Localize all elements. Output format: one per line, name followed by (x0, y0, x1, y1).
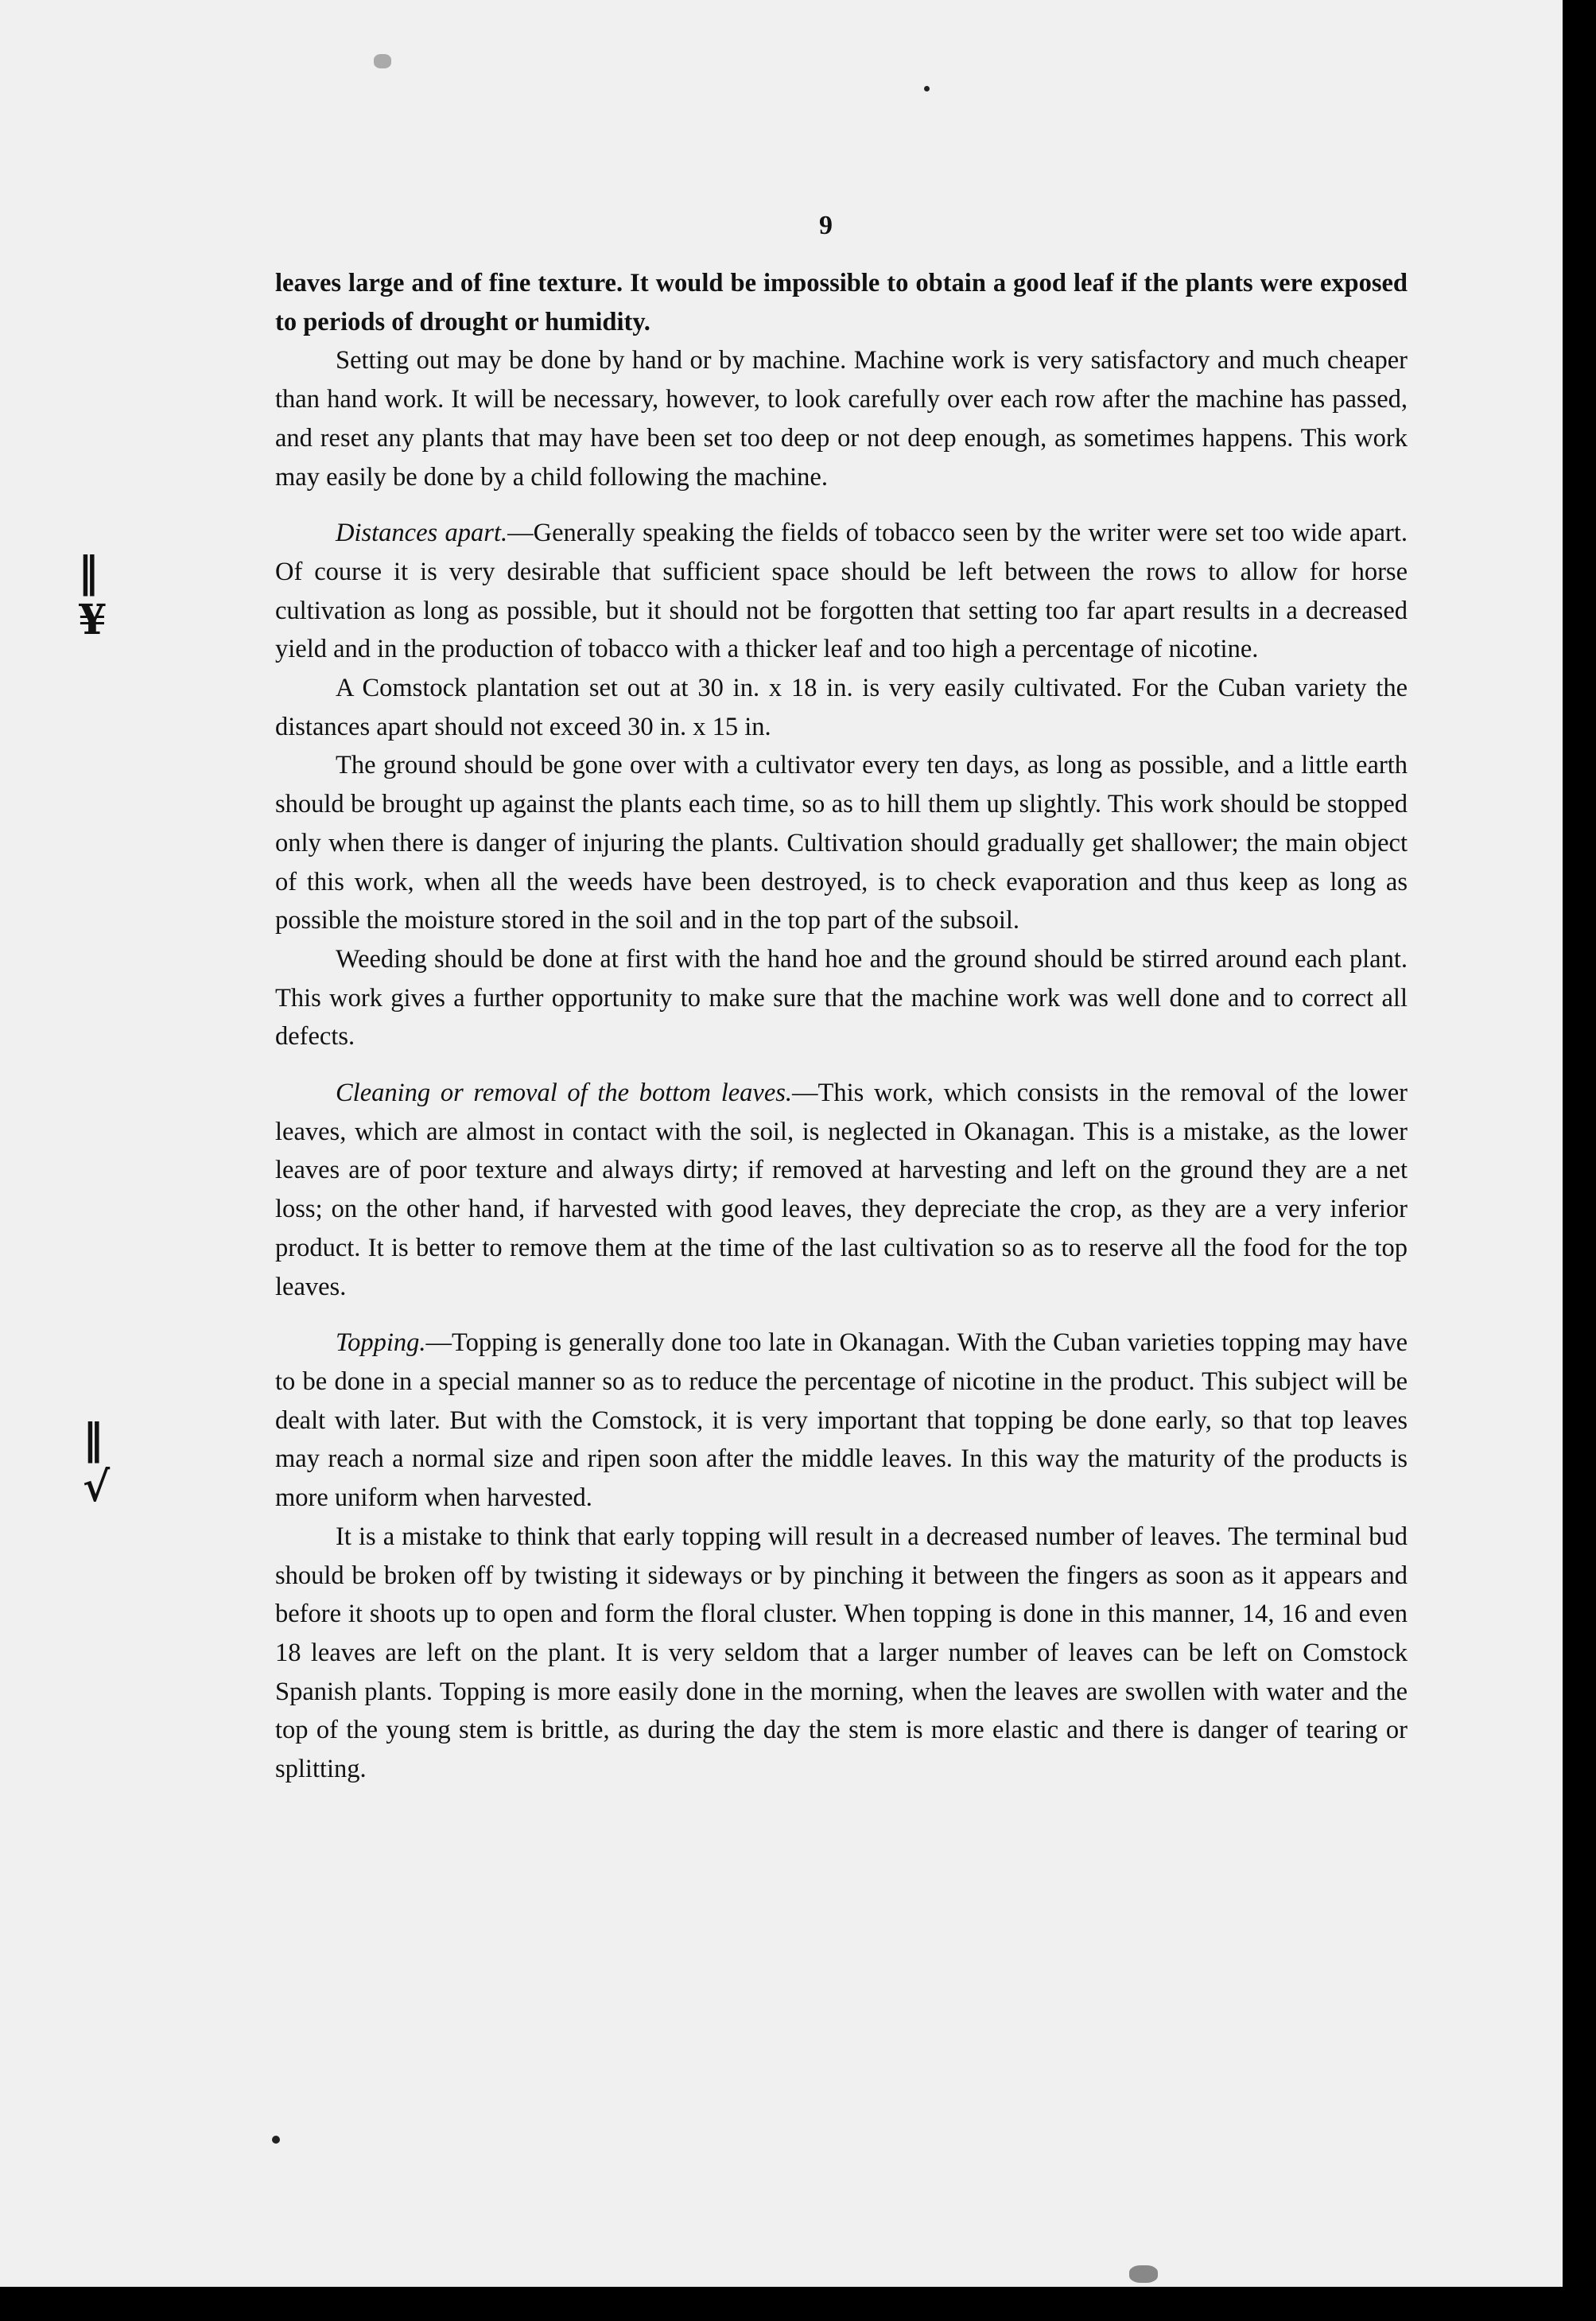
paragraph-6 (275, 940, 1408, 1056)
paragraph-3 (275, 514, 1408, 669)
paragraph-6-text: Weeding should be done at first with the hand hoe and the ground should be stirred around each plant. This work gives a further opportunity to make sure that the machine work was well done and to correct all defects. (275, 944, 1408, 1052)
paragraph-2-text: Setting out may be done by hand or by machine. Machine work is very satisfactory and much cheaper than hand work. It will be necessary, however, to look carefully over each row after the machine has passed, and reset any plants that may have been set too deep or not deep enough, as sometimes happens. This work may easily be done by a child following the machine. (275, 346, 1408, 492)
paragraph-2 (275, 341, 1408, 496)
paragraph-3-text: —Generally speaking the fields of tobacco seen by the writer were set too wide apart. Of course it is very desirable that sufficient space should be left between the rows to allow for horse cultivation as long as possible, but it should not be forgotten that setting too far apart results in a decreased yield and in the production of tobacco with a thicker leaf and too high a percentage of nicotine. (275, 519, 1408, 664)
paragraph-8-text: —Topping is generally done too late in Okanagan. With the Cuban varieties topping may have to be done in a special manner so as to reduce the percentage of nicotine in the product. This subject will be dealt with later. But with the Comstock, it is very important that topping be done early, so that top leaves may reach a normal size and ripen soon after the middle leaves. In this way the maturity of the products is more uniform when harvested. (275, 1328, 1408, 1513)
paragraph-5 (275, 746, 1408, 940)
paragraph-4 (275, 669, 1408, 746)
paragraph-7-text: —This work, which consists in the removal of the lower leaves, which are almost in contact with the soil, is neglected in Okanagan. This is a mistake, as the lower leaves are of poor texture and always dirty; if removed at harvesting and left on the ground they are a net loss; on the other hand, if harvested with good leaves, they depreciate the crop, as they are a very inferior product. It is better to remove them at the time of the last cultivation so as to reserve all the food for the top leaves. (275, 1079, 1408, 1301)
scan-speck (1129, 2265, 1158, 2283)
binding-mark-upper: ‖ ¥ (78, 548, 107, 644)
paragraph-7-heading: Cleaning or removal of the bottom leaves. (336, 1079, 793, 1108)
paragraph-1 (275, 264, 1408, 341)
body-text (275, 264, 1408, 1789)
paragraph-4-text: A Comstock plantation set out at 30 in. x 18 in. is very easily cultivated. For the Cuban variety the distances apart should not exceed 30 in. x 15 in. (275, 674, 1408, 741)
paragraph-8-heading: Topping. (336, 1328, 426, 1358)
scan-dot (272, 2136, 280, 2144)
paragraph-5-text: The ground should be gone over with a cultivator every ten days, as long as possible, and a little earth should be brought up against the plants each time, so as to hill them up slightly. This work should be stopped only when there is danger of injuring the plants. Cultivation should gradually get shallower; the main object of this work, when all the weeds have been destroyed, is to check evaporation and thus keep as long as possible the moisture stored in the soil and in the top part of the subsoil. (275, 751, 1408, 935)
paragraph-9-text: It is a mistake to think that early topping will result in a decreased number of leaves. The terminal bud should be broken off by twisting it sideways or by pinching it between the fingers as soon as it appears and before it shoots up to open and form the floral cluster. When topping is done in this manner, 14, 16 and even 18 leaves are left on the plant. It is very seldom that a larger number of leaves can be left on Comstock Spanish plants. Topping is more easily done in the morning, when the leaves are swollen with water and the top of the young stem is brittle, as during the day the stem is more elastic and there is danger of tearing or splitting. (275, 1522, 1408, 1784)
paragraph-9 (275, 1518, 1408, 1789)
paragraph-8 (275, 1324, 1408, 1518)
binding-mark-lower: ‖ √ (83, 1415, 111, 1511)
scan-dot (924, 86, 930, 91)
paragraph-1-text: leaves large and of fine texture. It would be impossible to obtain a good leaf if the plants were exposed to periods of drought or humidity. (275, 269, 1408, 336)
scan-speck (374, 54, 391, 68)
page-number: 9 (819, 211, 833, 240)
paragraph-7 (275, 1074, 1408, 1306)
paragraph-3-heading: Distances apart. (336, 519, 508, 548)
